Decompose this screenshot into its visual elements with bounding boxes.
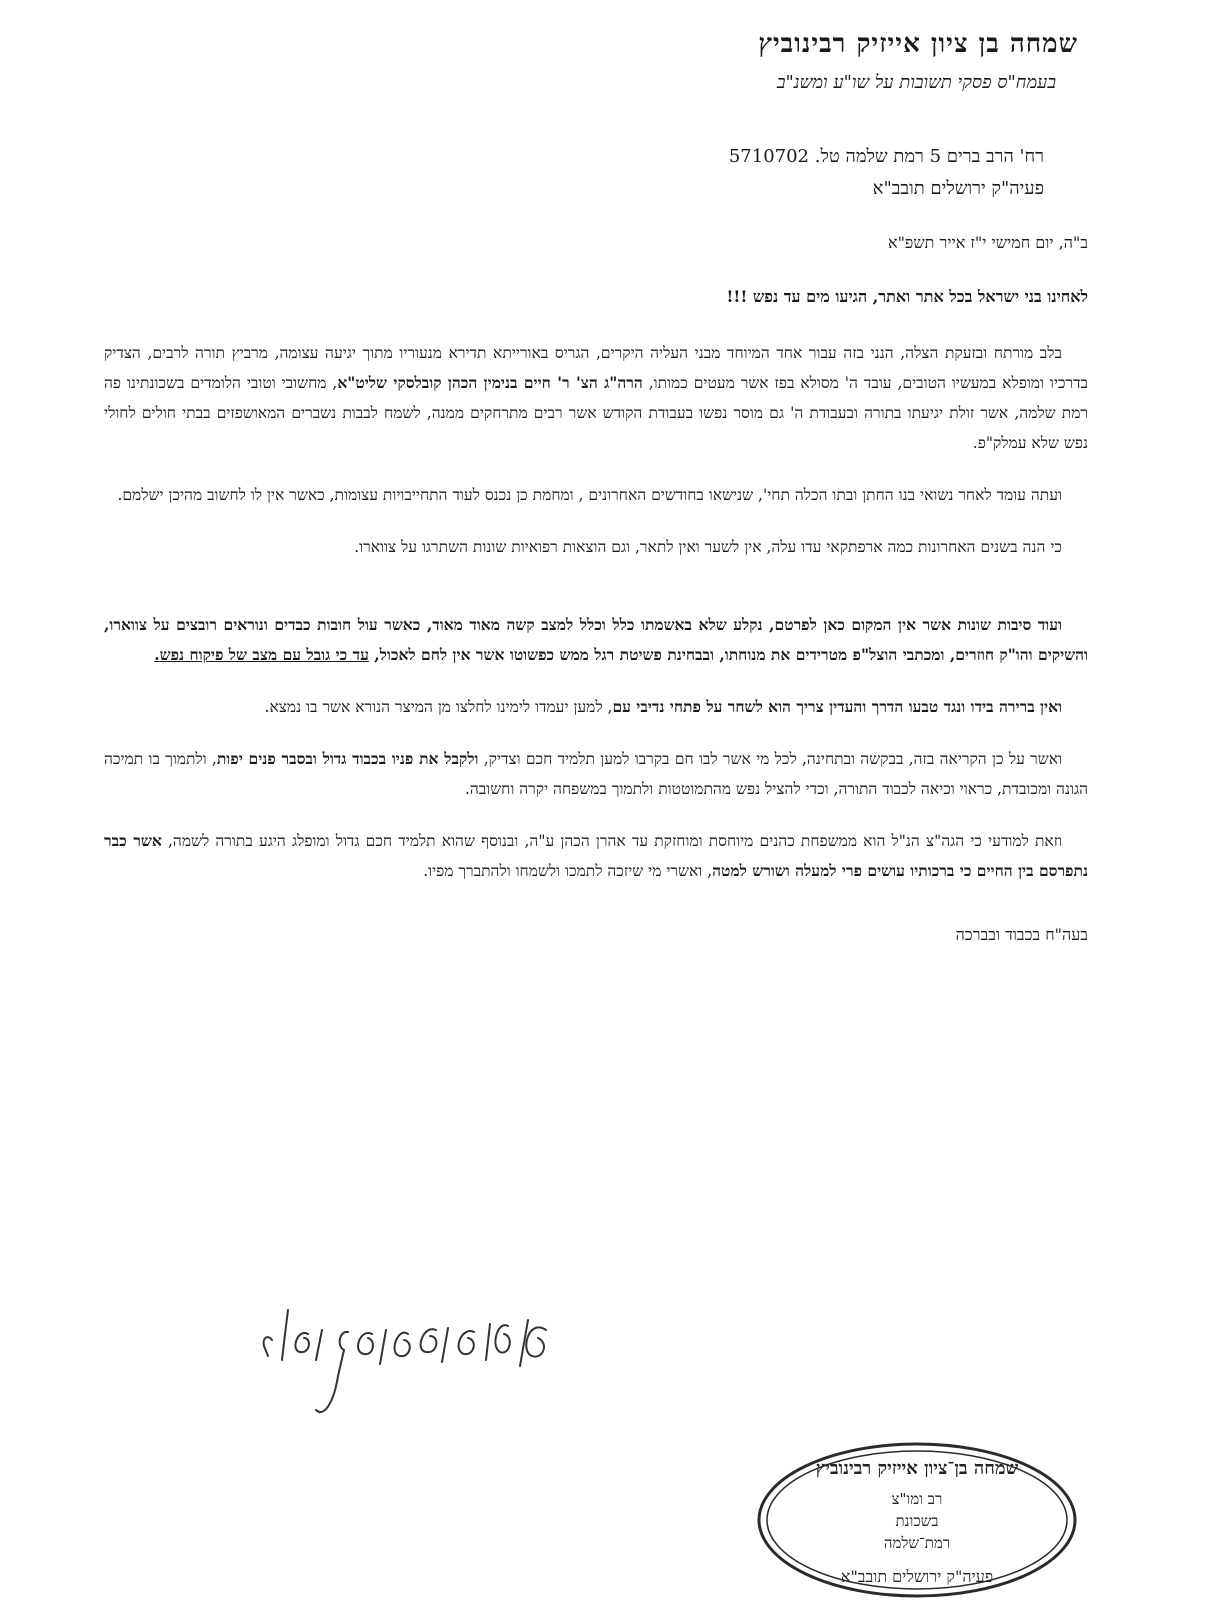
paragraph-7-text-b: , ואשרי מי שיזכה לתמכו ולשמחו ולהתברך מפיו. <box>423 862 713 880</box>
letter-date: ב"ה, יום חמישי י"ז אייר תשפ"א <box>887 233 1088 252</box>
letterhead-address: רח' הרב ברים 5 רמת שלמה טל. 5710702 <box>728 146 1044 167</box>
letter-greeting: לאחינו בני ישראל בכל אתר ואתר, הגיעו מים עד נפש !!! <box>726 287 1088 306</box>
rabbinic-stamp <box>752 1432 1082 1604</box>
letterhead-city: פעיה"ק ירושלים תובב"א <box>872 178 1044 199</box>
paragraph-5 <box>104 692 1088 722</box>
paragraph-4 <box>104 610 1088 670</box>
letter-body <box>104 228 1088 966</box>
rabbi-name: הרה"ג הצ' ר' חיים בנימין הכהן קובלסקי שליט"א <box>337 373 643 392</box>
paragraph-7 <box>104 826 1088 886</box>
stamp-line-2: בשכונת <box>895 1512 939 1530</box>
paragraph-1-text-a: בלב מורתח ובזעקת הצלה, הנני בזה עבור אחד המיוחד מבני העליה היקרים, הגריס באורייתא תדירא מנעוריו מתוך יגיעה עצומה, מרביץ תורה לרבים, הצדיק בדרכיו ומופלא במעשיו הטובים, עובד ה' מסולא בפז אשר מעטים כמותו, <box>104 344 1089 392</box>
paragraph-6 <box>104 744 1088 804</box>
paragraph-4-underlined: עד כי גובל עם מצב של פיקוח נפש. <box>154 645 369 664</box>
stamp-line-3: רמת־שלמה <box>883 1534 951 1552</box>
paragraph-6-bold: ולקבל את פניו בכבוד גדול ובסבר פנים יפות <box>216 749 479 768</box>
paragraph-6-text-a: ואשר על כן הקריאה בזה, בבקשה ובתחינה, לכל מי אשר לבו חם בקרבו למען תלמיד חכם וצדיק, <box>478 750 1062 768</box>
paragraph-3: כי הנה בשנים האחרונות כמה ארפתקאי עדו עלה, אין לשער ואין לתאר, וגם הוצאות רפואיות שונות השתרגו על צווארו. <box>354 538 1062 556</box>
paragraph-7-bold: אשר כבר נתפרסם בין החיים כי ברכותיו עושים פרי למעלה ושורש למטה <box>104 831 1088 880</box>
paragraph-6-text-b: , ולתמוך בו תמיכה הגונה ומכובדת, כראוי וכיאה לכבוד התורה, וכדי להציל נפש מהתמוטטות ולתמוך במשפחה יקרה וחשובה. <box>104 750 1088 798</box>
paragraph-1 <box>104 338 1088 458</box>
handwritten-signature <box>228 1290 568 1440</box>
stamp-line-1: רב ומו"צ <box>891 1490 943 1508</box>
paragraph-2: ועתה עומד לאחר נשואי בנו החתן ובתו הכלה תחי', שנישאו בחודשים האחרונים , ומחמת כן נכנס לעוד התחייבויות עצומות, כאשר אין לו לחשוב מהיכן ישלמם. <box>117 486 1062 504</box>
paragraph-1-text-b: , מחשובי וטובי הלומדים בשכונתינו פה רמת שלמה, אשר זולת יגיעתו בתורה ובעבודת ה' גם מוסר נפשו בעבודת הקודש אשר רבים מתרחקים ממנה, לשמח לבבות נשברים המאושפזים בבתי חולים לחולי נפש שלא עמלק"פ. <box>104 374 1088 452</box>
paragraph-5-text: , למען יעמדו לימינו לחלצו מן המיצר הנורא אשר בו נמצא. <box>264 698 613 716</box>
letterhead <box>518 20 1078 204</box>
letterhead-name: שמחה בן ציון אייזיק רבינוביץ <box>758 29 1078 59</box>
stamp-name: שמחה בן־ציון אייזיק רבינוביץ <box>815 1458 1019 1479</box>
letter-closing: בעה"ח בכבוד ובברכה <box>955 925 1088 944</box>
letterhead-subtitle: בעמח"ס פסקי תשובות על שו"ע ומשנ"ב <box>776 72 1056 93</box>
stamp-bottom: פעיה"ק ירושלים תובב"א <box>840 1567 994 1586</box>
paragraph-7-text-a: וזאת למודעי כי הגה"צ הנ"ל הוא ממשפחת כהנים מיוחסת ומוחזקת עד אהרן הכהן ע"ה, ובנוסף שהוא תלמיד חכם גדול ומופלג היגע בתורה לשמה, <box>161 832 1062 850</box>
paragraph-5-bold: ואין ברירה בידו ונגד טבעו הדרך והעדין צריך הוא לשחר על פתחי נדיבי עם <box>612 697 1062 716</box>
paragraph-4-text-a: ועוד סיבות שונות אשר אין המקום כאן לפרטם, נקלע שלא באשמתו כלל וכלל למצב קשה מאוד מאוד, כאשר עול חובות כבדים ונוראים רובצים על צווארו, והשיקים והו"ק חוזרים, ומכתבי הוצל"פ מטרידים את מנוחתו, ובבחינת פשיטת רגל ממש כפשוטו אשר אין לחם לאכול, <box>104 615 1088 664</box>
